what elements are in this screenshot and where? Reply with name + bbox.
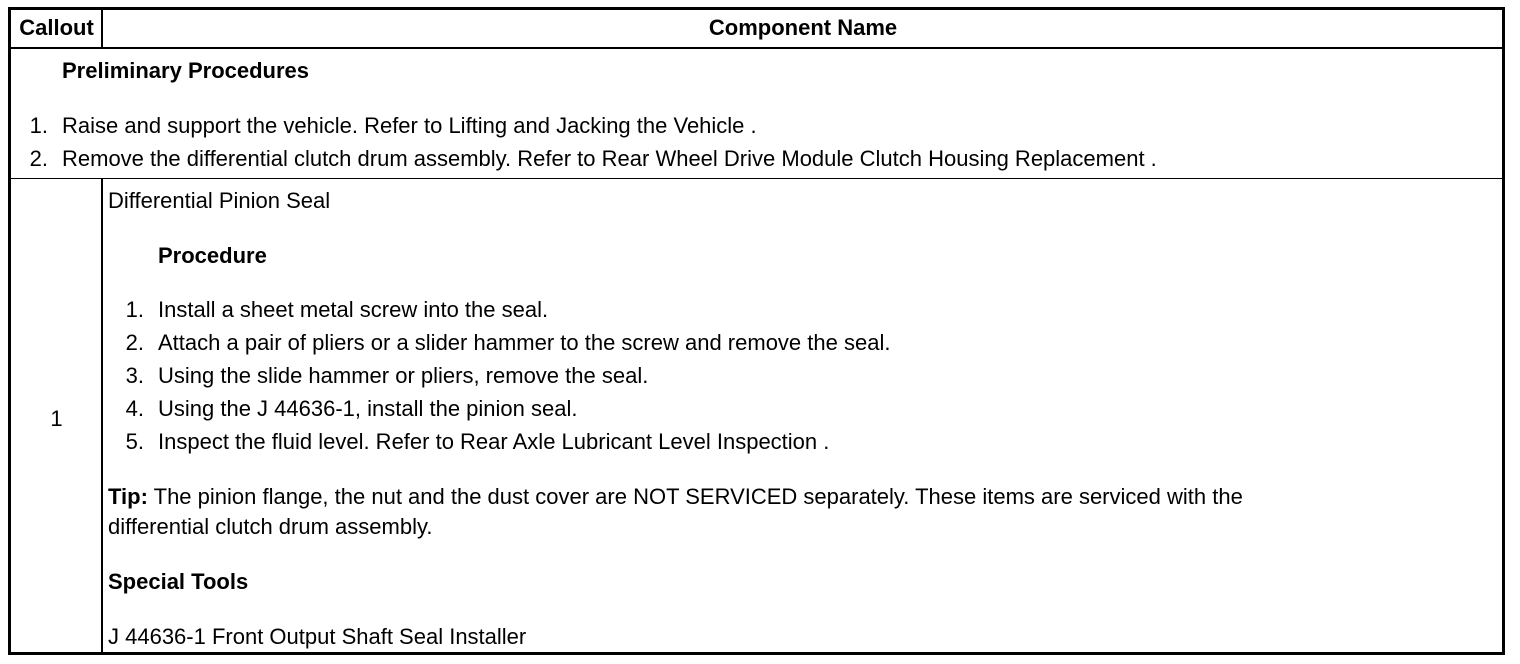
procedure-step-text: Using the slide hammer or pliers, remove the seal. (158, 363, 649, 388)
special-tool-item: J 44636-1 Front Output Shaft Seal Installer (108, 624, 527, 649)
procedure-step-text: Install a sheet metal screw into the seal. (158, 297, 549, 322)
header-callout: Callout (19, 15, 94, 40)
procedure-step-number: 5. (125, 429, 144, 454)
special-tools-heading: Special Tools (108, 569, 249, 594)
procedure-step-number: 3. (125, 363, 144, 388)
component-name: Differential Pinion Seal (108, 188, 331, 213)
preliminary-step-text: Remove the differential clutch drum assembly. Refer to Rear Wheel Drive Module Clutch Housing Replacement . (62, 146, 1157, 171)
procedure-step-text: Using the J 44636-1, install the pinion seal. (158, 396, 578, 421)
procedure-heading: Procedure (158, 243, 267, 268)
preliminary-heading: Preliminary Procedures (62, 58, 310, 83)
tip-note (108, 484, 1243, 510)
preliminary-divider (10, 178, 1504, 179)
procedure-step-text: Inspect the fluid level. Refer to Rear Axle Lubricant Level Inspection . (158, 429, 830, 454)
preliminary-step-text: Raise and support the vehicle. Refer to Lifting and Jacking the Vehicle . (62, 113, 757, 138)
procedure-step-number: 4. (125, 396, 144, 421)
tip-text-line2: differential clutch drum assembly. (108, 514, 433, 539)
procedure-step-number: 1. (125, 297, 144, 322)
preliminary-step-number: 1. (29, 113, 48, 138)
callout-column-divider-row1 (101, 178, 103, 654)
preliminary-step-number: 2. (29, 146, 48, 171)
procedure-step-number: 2. (125, 330, 144, 355)
row1-callout: 1 (50, 406, 63, 431)
procedure-step-text: Attach a pair of pliers or a slider hammer to the screw and remove the seal. (158, 330, 891, 355)
tip-text-line1: The pinion flange, the nut and the dust cover are NOT SERVICED separately. These items are serviced with the (147, 484, 1243, 509)
tip-label: Tip: (108, 484, 148, 509)
header-component-name: Component Name (708, 15, 898, 40)
